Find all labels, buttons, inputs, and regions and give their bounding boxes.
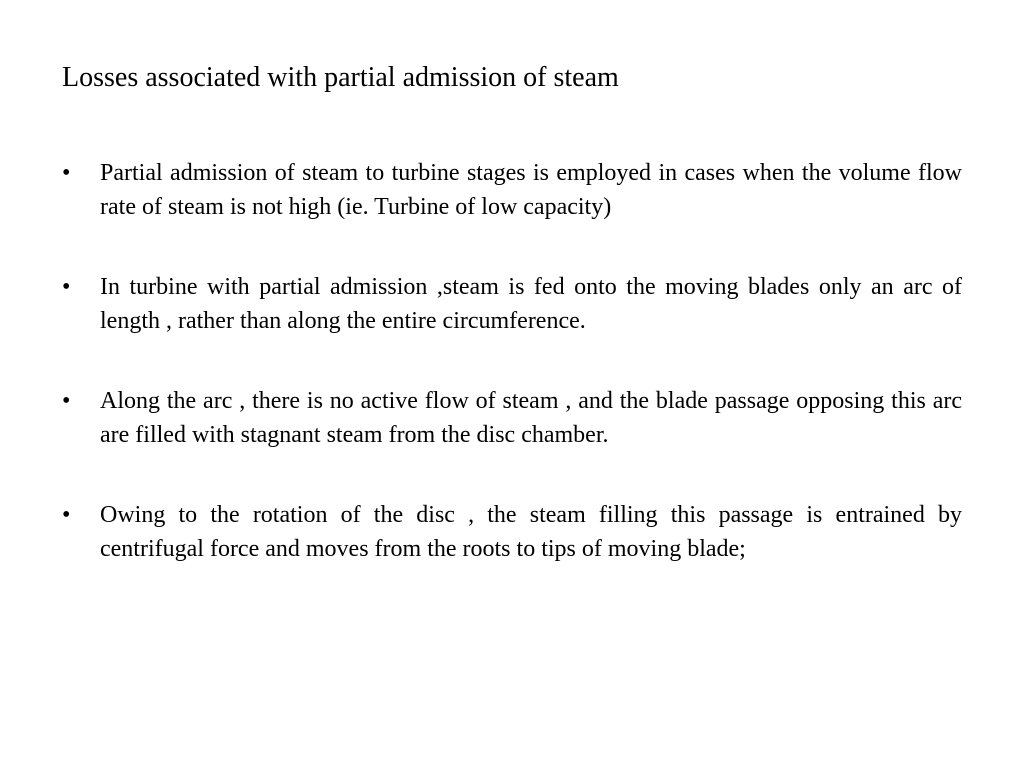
bullet-icon: • [62,160,71,186]
bullet-item [62,156,962,224]
bullet-icon: • [62,274,71,300]
bullet-text: Along the arc , there is no active flow of steam , and the blade passage opposing this arc are filled with stagnant steam from the disc chamber. [100,388,962,448]
bullet-item [62,384,962,452]
bullet-text: Partial admission of steam to turbine stages is employed in cases when the volume flow rate of steam is not high (ie. Turbine of low capacity) [100,160,962,220]
bullet-item [62,270,962,338]
bullet-text: Owing to the rotation of the disc , the steam filling this passage is entrained by centrifugal force and moves from the roots to tips of moving blade; [100,502,962,562]
bullet-list [62,156,962,612]
bullet-text: In turbine with partial admission ,steam is fed onto the moving blades only an arc of length , rather than along the entire circumference. [100,274,962,334]
bullet-icon: • [62,502,71,528]
bullet-icon: • [62,388,71,414]
bullet-item [62,498,962,566]
slide-title: Losses associated with partial admission of steam [62,62,619,93]
